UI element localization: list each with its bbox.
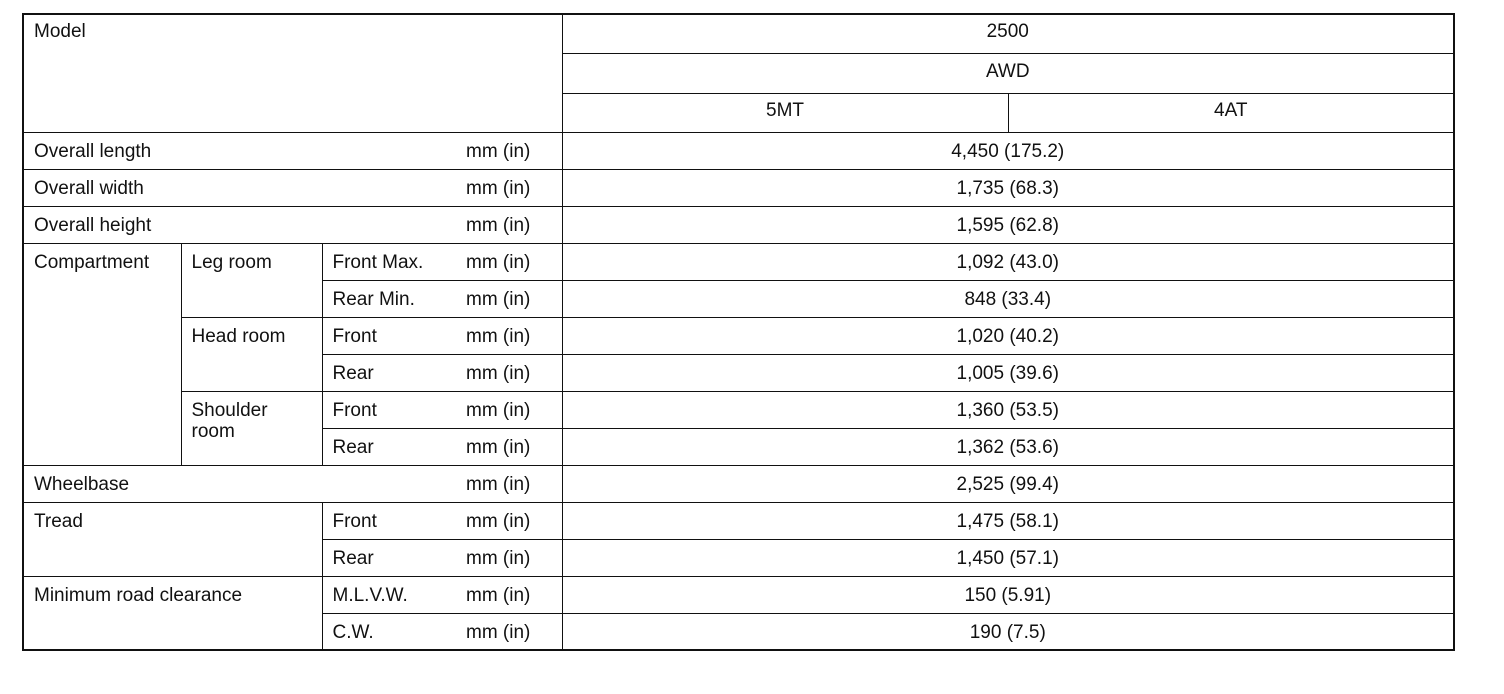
tread-rear-value: 1,450 (57.1) xyxy=(562,539,1454,576)
overall-width-value: 1,735 (68.3) xyxy=(562,169,1454,206)
unit-label: mm (in) xyxy=(462,206,562,243)
leg-room-rear-label: Rear Min. xyxy=(322,280,462,317)
unit-label: mm (in) xyxy=(462,502,562,539)
unit-label: mm (in) xyxy=(462,169,562,206)
overall-height-value: 1,595 (62.8) xyxy=(562,206,1454,243)
unit-label: mm (in) xyxy=(462,317,562,354)
table-row-clearance-mlvw xyxy=(23,576,1454,613)
table-row-leg-room-front xyxy=(23,243,1454,280)
clearance-cw-label: C.W. xyxy=(322,613,462,650)
transmission-header-5mt: 5MT xyxy=(562,93,1008,132)
unit-label: mm (in) xyxy=(462,465,562,502)
unit-label: mm (in) xyxy=(462,391,562,428)
compartment-label: Compartment xyxy=(23,243,181,465)
leg-room-front-label: Front Max. xyxy=(322,243,462,280)
model-label-cell: Model xyxy=(23,14,562,132)
transmission-header-4at: 4AT xyxy=(1008,93,1454,132)
shoulder-room-rear-value: 1,362 (53.6) xyxy=(562,428,1454,465)
table-row-overall-width xyxy=(23,169,1454,206)
table-row-wheelbase xyxy=(23,465,1454,502)
head-room-label: Head room xyxy=(181,317,322,391)
tread-front-value: 1,475 (58.1) xyxy=(562,502,1454,539)
overall-length-value: 4,450 (175.2) xyxy=(562,132,1454,169)
tread-front-label: Front xyxy=(322,502,462,539)
leg-room-front-value: 1,092 (43.0) xyxy=(562,243,1454,280)
head-room-front-label: Front xyxy=(322,317,462,354)
leg-room-rear-value: 848 (33.4) xyxy=(562,280,1454,317)
overall-length-label: Overall length xyxy=(23,132,462,169)
shoulder-room-front-value: 1,360 (53.5) xyxy=(562,391,1454,428)
wheelbase-value: 2,525 (99.4) xyxy=(562,465,1454,502)
tread-label: Tread xyxy=(23,502,322,576)
unit-label: mm (in) xyxy=(462,539,562,576)
unit-label: mm (in) xyxy=(462,576,562,613)
table-row-overall-length xyxy=(23,132,1454,169)
header-row-engine xyxy=(23,14,1454,53)
head-room-rear-label: Rear xyxy=(322,354,462,391)
table-row-tread-front xyxy=(23,502,1454,539)
tread-rear-label: Rear xyxy=(322,539,462,576)
leg-room-label: Leg room xyxy=(181,243,322,317)
unit-label: mm (in) xyxy=(462,613,562,650)
clearance-mlvw-value: 150 (5.91) xyxy=(562,576,1454,613)
overall-width-label: Overall width xyxy=(23,169,462,206)
wheelbase-label: Wheelbase xyxy=(23,465,462,502)
shoulder-room-front-label: Front xyxy=(322,391,462,428)
clearance-mlvw-label: M.L.V.W. xyxy=(322,576,462,613)
specifications-table xyxy=(22,13,1455,651)
unit-label: mm (in) xyxy=(462,280,562,317)
clearance-cw-value: 190 (7.5) xyxy=(562,613,1454,650)
table-row-head-room-front xyxy=(23,317,1454,354)
unit-label: mm (in) xyxy=(462,243,562,280)
head-room-rear-value: 1,005 (39.6) xyxy=(562,354,1454,391)
table-row-overall-height xyxy=(23,206,1454,243)
unit-label: mm (in) xyxy=(462,428,562,465)
table-row-shoulder-room-front xyxy=(23,391,1454,428)
unit-label: mm (in) xyxy=(462,354,562,391)
shoulder-room-label: Shoulder room xyxy=(181,391,322,465)
head-room-front-value: 1,020 (40.2) xyxy=(562,317,1454,354)
min-road-clearance-label: Minimum road clearance xyxy=(23,576,322,650)
unit-label: mm (in) xyxy=(462,132,562,169)
shoulder-room-rear-label: Rear xyxy=(322,428,462,465)
drive-header: AWD xyxy=(562,53,1454,93)
overall-height-label: Overall height xyxy=(23,206,462,243)
engine-header: 2500 xyxy=(562,14,1454,53)
